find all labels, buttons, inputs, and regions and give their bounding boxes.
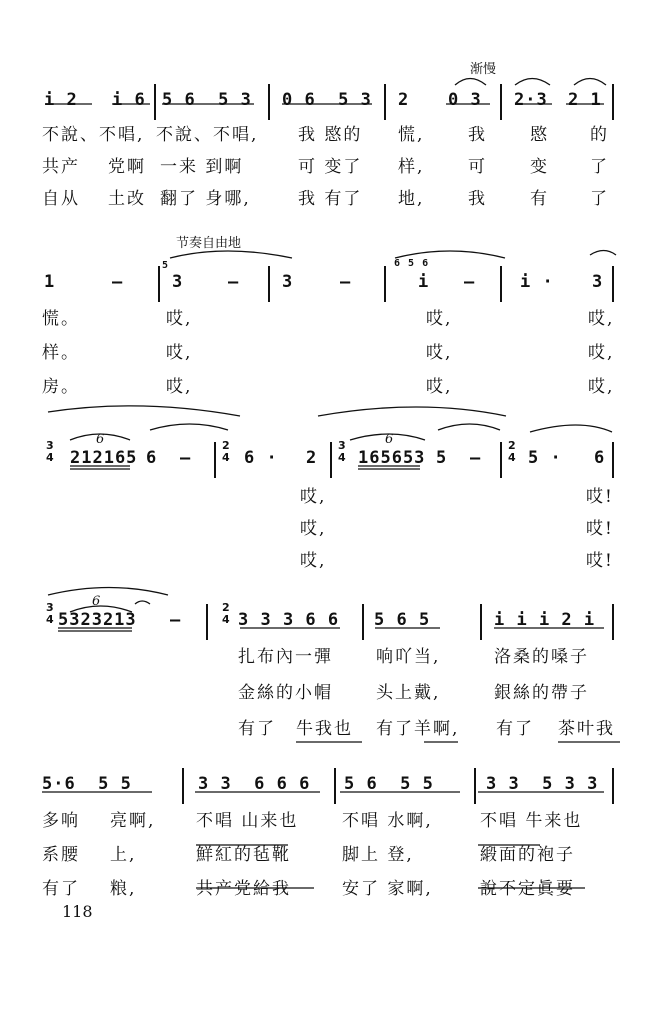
- tuplet-marker: 6: [92, 594, 101, 609]
- system5-lyric-3: 有了 粮, 共产党給我 安了 家啊, 說不定眞要: [42, 879, 575, 899]
- slur: [590, 251, 616, 256]
- slur: [150, 424, 228, 430]
- time-signature: 3 4: [338, 439, 346, 464]
- rubato-marking: 节奏自由地: [176, 236, 242, 251]
- system3-lyric-2: 哎, 哎!: [300, 519, 614, 539]
- slur: [438, 424, 500, 430]
- time-signature: 3 4: [46, 601, 54, 626]
- system4-lyric-1: 扎布內一彈 响吖当, 洛桑的嗓子: [238, 647, 589, 667]
- slur: [515, 79, 550, 86]
- system3-lyric-1: 哎, 哎!: [300, 487, 614, 507]
- slur: [574, 79, 606, 86]
- slur: [48, 406, 240, 416]
- slur: [395, 251, 505, 258]
- system4-lyric-3: 有了 牛我也 有了羊啊, 有了 茶叶我: [238, 719, 615, 739]
- slur: [170, 251, 292, 258]
- system5-lyric-1: 多响 亮啊, 不唱 山来也 不唱 水啊, 不唱 牛来也: [42, 811, 583, 831]
- tempo-marking: 渐慢: [470, 62, 497, 77]
- system1-notes: i 2 i 6 5 6 5 3 0 6 5 3 2 0 3 2·3 2 1: [0, 90, 590, 120]
- slur: [530, 425, 612, 432]
- slur: [48, 588, 168, 596]
- system5-lyric-2: 系腰 上, 鮮紅的毡靴 脚上 登, 緞面的袍子: [42, 845, 575, 865]
- system1-lyric-1: 不說、不唱, 不說、不唱, 我 愍的 慌, 我 愍 的: [42, 125, 609, 145]
- system2-lyric-2: 样。 哎, 哎, 哎,: [42, 343, 615, 363]
- tuplet-marker: 6: [96, 432, 105, 447]
- system3-notes: 212165 6 – 6 · 2 165653 5 – 5 · 6: [0, 448, 590, 478]
- page-number: 118: [62, 902, 93, 921]
- tuplet-marker: 6: [385, 432, 394, 447]
- slur: [455, 79, 486, 86]
- slur: [318, 407, 506, 416]
- system2-notes: 1 – 5 3 – 3 – 6 5 6 i – i · 3: [0, 272, 590, 302]
- time-signature: 2 4: [222, 439, 230, 464]
- system3-lyric-3: 哎, 哎!: [300, 551, 614, 571]
- system4-lyric-2: 金絲的小帽 头上戴, 銀絲的帶子: [238, 683, 589, 703]
- system4-notes: 5323213 – 3 3 3 6 6 5 6 5 i i i 2 i: [0, 610, 590, 640]
- system5-notes: 5·6 5 5 3 3 6 6 6 5 6 5 5 3 3 5 3 3: [0, 774, 590, 804]
- time-signature: 2 4: [222, 601, 230, 626]
- system1-lyric-2: 共产 党啊 一来 到啊 可 变了 样, 可 变 了: [42, 157, 609, 177]
- system2-lyric-1: 慌。 哎, 哎, 哎,: [42, 309, 615, 329]
- slur: [135, 601, 150, 604]
- time-signature: 3 4: [46, 439, 54, 464]
- system1-lyric-3: 自从 土改 翻了 身哪, 我 有了 地, 我 有 了: [42, 189, 609, 209]
- system2-lyric-3: 房。 哎, 哎, 哎,: [42, 377, 615, 397]
- time-signature: 2 4: [508, 439, 516, 464]
